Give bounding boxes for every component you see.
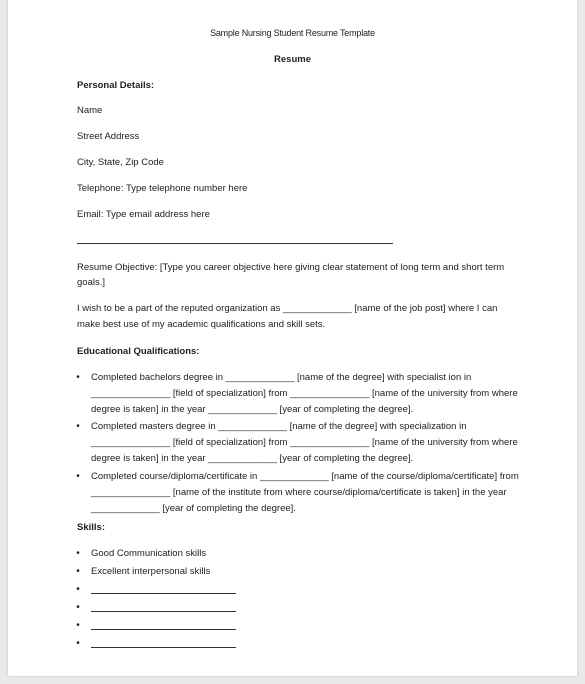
skill-item-blank-line [91,647,236,648]
education-item-3-line-2: _______________ [name of the institute from where course/diploma/certificate is taken] in the year [91,487,507,498]
statement-line-1: I wish to be a part of the reputed organization as _____________ [name of the job post] where I can [77,303,498,314]
education-item-2-line-2: _______________ [field of specialization] from _______________ [name of the university from where [91,437,518,448]
education-item-2-line-1: Completed masters degree in _____________ [name of the degree] with specialization in [91,421,467,432]
objective-line-2: goals.] [77,277,105,288]
skill-item-2: Excellent interpersonal skills [91,566,211,577]
objective-line-1: Resume Objective: [Type you career objective here giving clear statement of long term and short term [77,262,505,273]
resume-page [8,0,577,676]
statement-line-2: make best use of my academic qualifications and skill sets. [77,319,326,330]
education-item-1-line-3: degree is taken] in the year _____________ [year of completing the degree]. [91,404,414,415]
education-item-3-line-3: _____________ [year of completing the degree]. [91,503,296,514]
bullet-icon: • [76,548,80,559]
skill-item-blank-line [91,629,236,630]
bullet-icon: • [76,421,80,432]
city-state-zip-field: City, State, Zip Code [77,157,164,168]
skill-item-1: Good Communication skills [91,548,207,559]
skill-item-blank-line [91,593,236,594]
bullet-icon: • [76,372,80,383]
email-field: Email: Type email address here [77,209,210,220]
bullet-icon: • [76,566,80,577]
education-item-3-line-1: Completed course/diploma/certificate in _____________ [name of the course/diploma/certificate] from [91,471,519,482]
bullet-icon: • [76,471,80,482]
education-heading: Educational Qualifications: [77,346,200,357]
personal-details-heading: Personal Details: [77,80,155,91]
skills-heading: Skills: [77,522,105,533]
document-subtitle: Resume [274,54,311,65]
education-item-1-line-1: Completed bachelors degree in _____________ [name of the degree] with specialist ion in [91,372,472,383]
section-divider [77,243,393,244]
bullet-icon: • [76,638,80,649]
bullet-icon: • [76,602,80,613]
skill-item-blank-line [91,611,236,612]
telephone-field: Telephone: Type telephone number here [77,183,248,194]
name-field: Name [77,105,103,116]
education-item-1-line-2: _______________ [field of specialization] from _______________ [name of the university from where [91,388,518,399]
document-title: Sample Nursing Student Resume Template [210,28,375,38]
education-item-2-line-3: degree is taken] in the year _____________ [year of completing the degree]. [91,453,414,464]
street-address-field: Street Address [77,131,140,142]
bullet-icon: • [76,620,80,631]
bullet-icon: • [76,584,80,595]
